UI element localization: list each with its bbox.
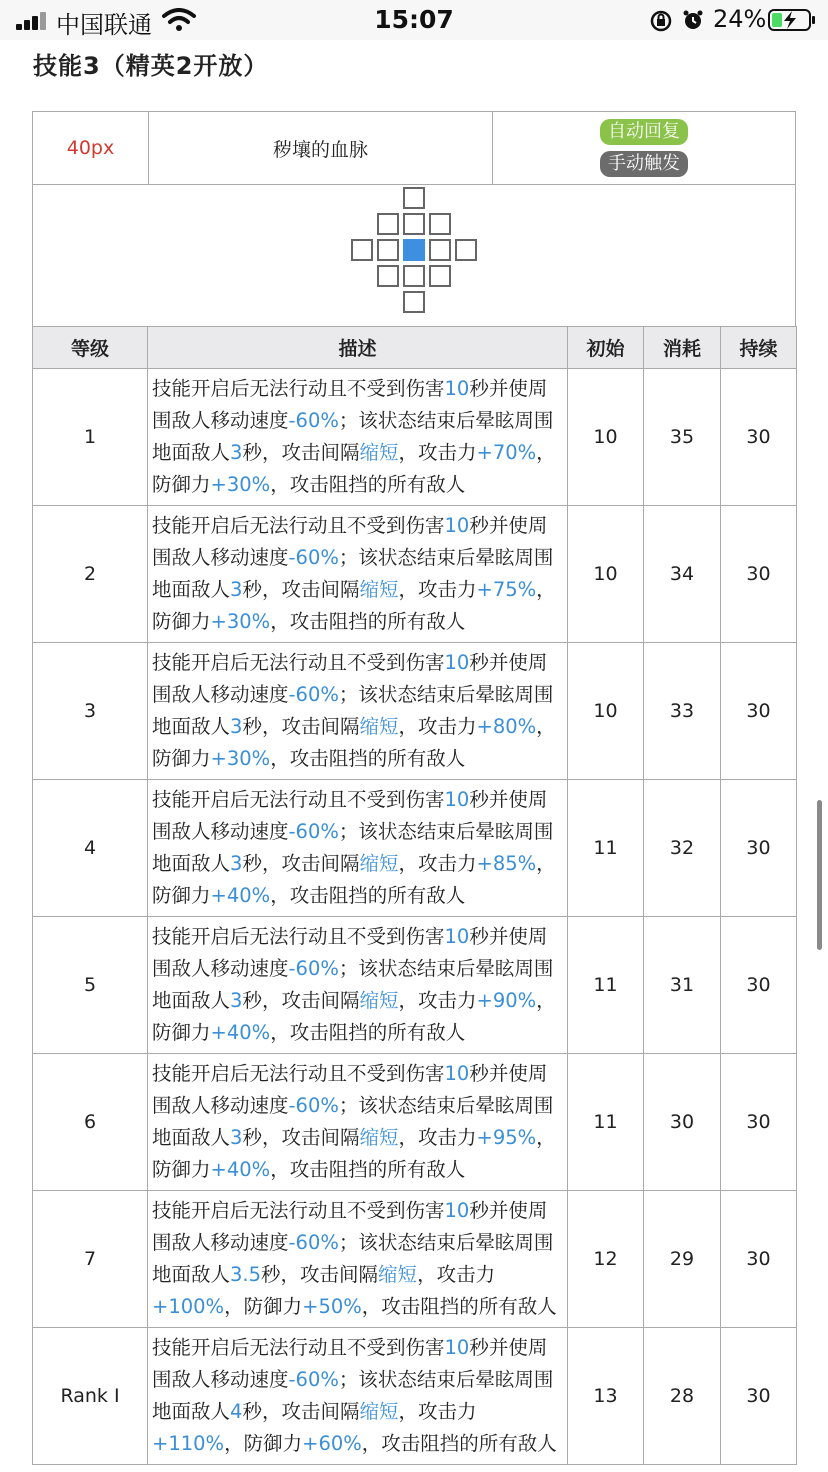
highlight-value: +30% — [210, 473, 271, 496]
description-text: 秒并使周围敌人移动速度 — [152, 1336, 548, 1391]
description-text: ；该状态结束后晕眩周围地面敌人 — [152, 957, 554, 1012]
highlight-value: 3 — [230, 989, 243, 1012]
description-text: ，防御力 — [224, 1295, 303, 1318]
description-text: ，攻击阻挡的所有敌人 — [270, 610, 466, 633]
description-text: 秒，攻击间隔 — [261, 1263, 379, 1286]
skill-name: 秽壤的血脉 — [149, 112, 493, 184]
description-text: 秒并使周围敌人移动速度 — [152, 1062, 548, 1117]
highlight-value: -60% — [288, 683, 339, 706]
highlight-value: +30% — [210, 610, 271, 633]
table-row — [33, 506, 797, 643]
description-text: ，攻击力 — [398, 852, 477, 875]
highlight-value: +60% — [302, 1432, 362, 1455]
initial-sp-cell: 12 — [568, 1191, 644, 1328]
highlight-value: 缩短 — [359, 989, 399, 1012]
initial-sp-cell: 10 — [568, 369, 644, 506]
highlight-value: 10 — [444, 651, 470, 674]
highlight-value: 10 — [444, 514, 470, 537]
initial-sp-cell: 13 — [568, 1328, 644, 1465]
range-tile — [429, 213, 451, 235]
highlight-value: +30% — [210, 747, 271, 770]
highlight-value: +110% — [152, 1432, 225, 1455]
highlight-value: 10 — [444, 1336, 470, 1359]
description-text: ；该状态结束后晕眩周围地面敌人 — [152, 546, 554, 601]
alarm-icon — [682, 9, 704, 31]
level-table-header — [33, 327, 797, 369]
recovery-tag: 自动回复 — [600, 119, 688, 145]
initial-sp-cell: 10 — [568, 643, 644, 780]
highlight-value: -60% — [288, 957, 339, 980]
duration-cell: 30 — [721, 780, 797, 917]
header-cost: 消耗 — [644, 327, 721, 369]
description-text: ，防御力 — [224, 1432, 303, 1455]
level-cell: 4 — [33, 780, 148, 917]
description-text: 秒并使周围敌人移动速度 — [152, 788, 548, 843]
highlight-value: 3 — [230, 578, 243, 601]
description-text: 秒，攻击间隔 — [242, 441, 360, 464]
description-text: ，攻击阻挡的所有敌人 — [270, 747, 466, 770]
highlight-value: -60% — [288, 1231, 339, 1254]
description-text: ，攻击力 — [398, 441, 477, 464]
highlight-value: +70% — [476, 441, 537, 464]
sp-cost-cell: 31 — [644, 917, 721, 1054]
skill-summary-row — [32, 111, 796, 185]
attack-range-grid — [351, 185, 479, 313]
sp-cost-cell: 33 — [644, 643, 721, 780]
level-cell: 3 — [33, 643, 148, 780]
description-cell — [148, 780, 568, 917]
description-text: 秒，攻击间隔 — [242, 715, 360, 738]
orientation-lock-icon — [650, 10, 672, 32]
sp-cost-cell: 35 — [644, 369, 721, 506]
highlight-value: 缩短 — [359, 441, 399, 464]
range-tile — [403, 265, 425, 287]
initial-sp-cell: 11 — [568, 917, 644, 1054]
description-text: ，攻击阻挡的所有敌人 — [270, 884, 466, 907]
description-text: ，攻击阻挡的所有敌人 — [270, 1021, 466, 1044]
highlight-value: 3.5 — [230, 1263, 262, 1286]
range-tile — [403, 291, 425, 313]
description-text: 秒，攻击间隔 — [242, 989, 360, 1012]
highlight-value: -60% — [288, 546, 339, 569]
range-tile — [377, 239, 399, 261]
description-text: ，攻击力 — [417, 1263, 496, 1286]
description-cell — [148, 1328, 568, 1465]
description-text: ，攻击阻挡的所有敌人 — [270, 1158, 466, 1181]
header-initial: 初始 — [568, 327, 644, 369]
sp-cost-cell: 34 — [644, 506, 721, 643]
highlight-value: 3 — [230, 1126, 243, 1149]
description-text: 秒，攻击间隔 — [242, 1126, 360, 1149]
description-text: ，防御力 — [152, 578, 556, 633]
description-cell — [148, 1054, 568, 1191]
skill-info-table — [32, 111, 796, 327]
highlight-value: 缩短 — [359, 715, 399, 738]
highlight-value: 缩短 — [359, 1126, 399, 1149]
highlight-value: 缩短 — [378, 1263, 418, 1286]
range-tile — [403, 213, 425, 235]
description-text: 秒，攻击间隔 — [242, 852, 360, 875]
range-tile — [377, 265, 399, 287]
highlight-value: +95% — [476, 1126, 537, 1149]
sp-cost-cell: 30 — [644, 1054, 721, 1191]
description-text: 技能开启后无法行动且不受到伤害 — [152, 514, 445, 537]
highlight-value: 缩短 — [359, 578, 399, 601]
range-tile — [429, 265, 451, 287]
highlight-value: 3 — [230, 441, 243, 464]
highlight-value: 4 — [230, 1400, 243, 1423]
description-text: 技能开启后无法行动且不受到伤害 — [152, 651, 445, 674]
level-cell: 2 — [33, 506, 148, 643]
range-tile — [455, 239, 477, 261]
highlight-value: +40% — [210, 884, 271, 907]
description-text: 技能开启后无法行动且不受到伤害 — [152, 377, 445, 400]
sp-cost-cell: 29 — [644, 1191, 721, 1328]
duration-cell: 30 — [721, 369, 797, 506]
sp-cost-cell: 32 — [644, 780, 721, 917]
header-level: 等级 — [33, 327, 148, 369]
description-text: 技能开启后无法行动且不受到伤害 — [152, 925, 445, 948]
description-text: 秒并使周围敌人移动速度 — [152, 651, 548, 706]
description-cell — [148, 369, 568, 506]
description-text: 秒，攻击间隔 — [242, 578, 360, 601]
level-cell: 6 — [33, 1054, 148, 1191]
description-text: 秒并使周围敌人移动速度 — [152, 1199, 548, 1254]
highlight-value: 10 — [444, 925, 470, 948]
initial-sp-cell: 10 — [568, 506, 644, 643]
description-text: 技能开启后无法行动且不受到伤害 — [152, 788, 445, 811]
highlight-value: +50% — [302, 1295, 362, 1318]
description-text: ，防御力 — [152, 989, 556, 1044]
description-text: ，攻击力 — [398, 578, 477, 601]
attack-range-row — [32, 185, 796, 327]
description-cell — [148, 643, 568, 780]
scrollbar[interactable] — [817, 800, 822, 950]
duration-cell: 30 — [721, 1191, 797, 1328]
highlight-value: 缩短 — [359, 852, 399, 875]
description-cell — [148, 917, 568, 1054]
highlight-value: 10 — [444, 1062, 470, 1085]
description-text: ，防御力 — [152, 852, 556, 907]
duration-cell: 30 — [721, 1054, 797, 1191]
highlight-value: 10 — [444, 788, 470, 811]
description-text: ；该状态结束后晕眩周围地面敌人 — [152, 1094, 554, 1149]
description-text: ，攻击阻挡的所有敌人 — [361, 1295, 557, 1318]
highlight-value: +85% — [476, 852, 537, 875]
level-cell: 7 — [33, 1191, 148, 1328]
duration-cell: 30 — [721, 917, 797, 1054]
description-text: 秒并使周围敌人移动速度 — [152, 377, 548, 432]
highlight-value: +40% — [210, 1021, 271, 1044]
duration-cell: 30 — [721, 1328, 797, 1465]
description-text: 技能开启后无法行动且不受到伤害 — [152, 1062, 445, 1085]
carrier-name: 中国联通 — [56, 11, 152, 39]
header-duration: 持续 — [721, 327, 797, 369]
description-text: ，攻击阻挡的所有敌人 — [270, 473, 466, 496]
description-text: ；该状态结束后晕眩周围地面敌人 — [152, 1368, 554, 1423]
range-tile — [429, 239, 451, 261]
description-text: ，攻击力 — [398, 989, 477, 1012]
highlight-value: -60% — [288, 1368, 339, 1391]
range-tile — [377, 213, 399, 235]
range-tile — [351, 239, 373, 261]
description-text: ，防御力 — [152, 441, 556, 496]
header-desc: 描述 — [148, 327, 568, 369]
level-cell: Rank I — [33, 1328, 148, 1465]
description-text: ，防御力 — [152, 715, 556, 770]
table-row — [33, 643, 797, 780]
highlight-value: -60% — [288, 409, 339, 432]
table-row — [33, 1054, 797, 1191]
description-text: ，防御力 — [152, 1126, 556, 1181]
level-cell: 5 — [33, 917, 148, 1054]
description-text: ，攻击力 — [398, 1126, 477, 1149]
description-text: 秒并使周围敌人移动速度 — [152, 514, 548, 569]
description-text: ；该状态结束后晕眩周围地面敌人 — [152, 409, 554, 464]
operator-position-tile — [403, 239, 425, 261]
skill-tags — [493, 112, 795, 184]
highlight-value: 3 — [230, 852, 243, 875]
description-text: ；该状态结束后晕眩周围地面敌人 — [152, 683, 554, 738]
sp-cost-cell: 28 — [644, 1328, 721, 1465]
highlight-value: +40% — [210, 1158, 271, 1181]
description-text: ，攻击力 — [398, 715, 477, 738]
description-text: 秒，攻击间隔 — [242, 1400, 360, 1423]
description-text: ；该状态结束后晕眩周围地面敌人 — [152, 1231, 554, 1286]
description-text: ，攻击力 — [398, 1400, 477, 1423]
table-row — [33, 780, 797, 917]
description-text: 技能开启后无法行动且不受到伤害 — [152, 1336, 445, 1359]
table-row — [33, 1328, 797, 1465]
level-cell: 1 — [33, 369, 148, 506]
highlight-value: 3 — [230, 715, 243, 738]
highlight-value: +90% — [476, 989, 537, 1012]
initial-sp-cell: 11 — [568, 780, 644, 917]
table-row — [33, 369, 797, 506]
skill-cost: 40px — [33, 112, 149, 184]
table-row — [33, 917, 797, 1054]
clock-time: 15:07 — [374, 5, 454, 34]
highlight-value: -60% — [288, 820, 339, 843]
trigger-tag: 手动触发 — [600, 151, 688, 177]
description-text: 技能开启后无法行动且不受到伤害 — [152, 1199, 445, 1222]
battery-percentage: 24% — [713, 5, 767, 33]
highlight-value: -60% — [288, 1094, 339, 1117]
description-text: ；该状态结束后晕眩周围地面敌人 — [152, 820, 554, 875]
highlight-value: 10 — [444, 1199, 470, 1222]
status-bar — [0, 0, 828, 40]
page-title: 技能3（精英2开放） — [33, 52, 269, 80]
duration-cell: 30 — [721, 506, 797, 643]
initial-sp-cell: 11 — [568, 1054, 644, 1191]
description-cell — [148, 506, 568, 643]
highlight-value: 10 — [444, 377, 470, 400]
battery-charging-icon — [768, 8, 816, 32]
duration-cell: 30 — [721, 643, 797, 780]
description-text: 秒并使周围敌人移动速度 — [152, 925, 548, 980]
highlight-value: +75% — [476, 578, 537, 601]
table-row — [33, 1191, 797, 1328]
description-text: ，攻击阻挡的所有敌人 — [361, 1432, 557, 1455]
highlight-value: +100% — [152, 1295, 225, 1318]
highlight-value: 缩短 — [359, 1400, 399, 1423]
range-tile — [403, 187, 425, 209]
level-table — [32, 326, 797, 1465]
highlight-value: +80% — [476, 715, 537, 738]
description-cell — [148, 1191, 568, 1328]
